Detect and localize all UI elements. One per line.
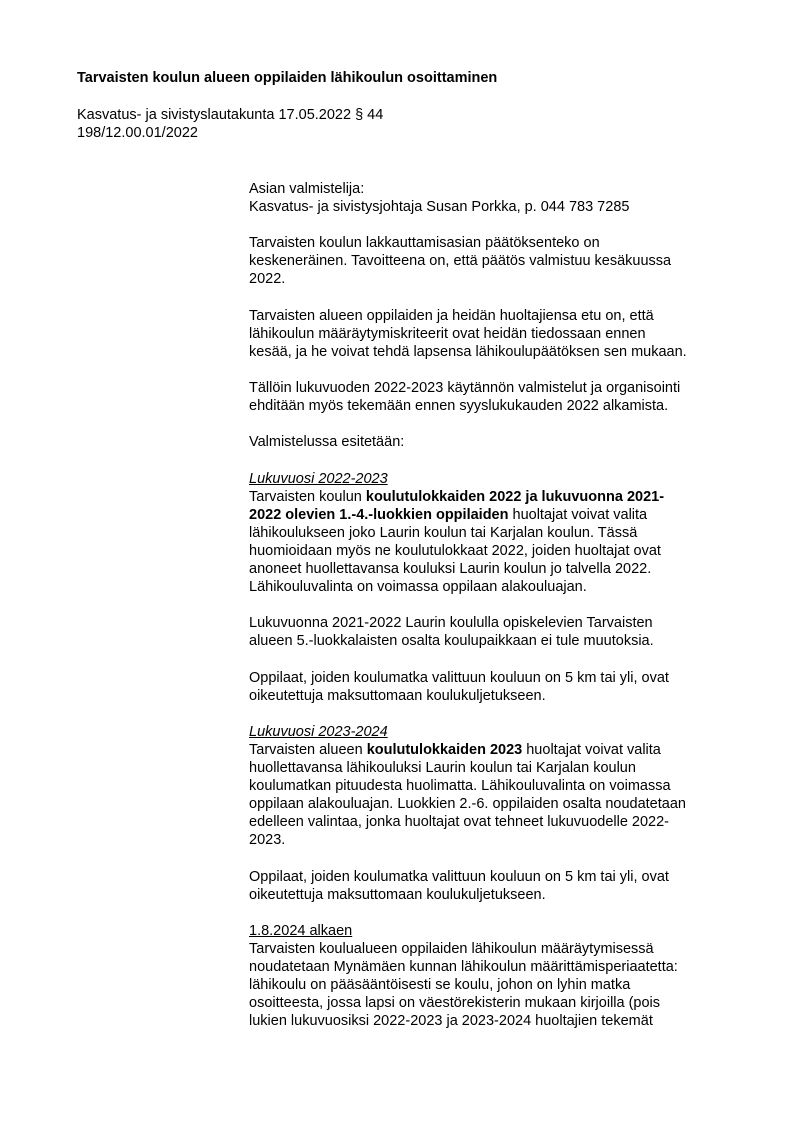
text-line: anoneet huollettavansa kouluksi Laurin koulun jo talvella 2022. — [249, 560, 652, 577]
text-line: 2022 olevien 1.-4.-luokkien oppilaiden huoltajat voivat valita — [249, 506, 648, 523]
text-line: lähikoulukseen joko Laurin koulun tai Karjalan koulun. Tässä — [249, 524, 638, 541]
section-heading-2023: Lukuvuosi 2023-2024 — [249, 723, 388, 740]
text-line: Lähikouluvalinta on voimassa oppilaan alakouluajan. — [249, 579, 587, 596]
text-line: Tarvaisten alueen koulutulokkaiden 2023 huoltajat voivat valita — [249, 741, 661, 758]
text-line: 2022. — [249, 271, 286, 288]
paragraph-2 — [249, 307, 749, 361]
section-heading-2024: 1.8.2024 alkaen — [249, 922, 353, 939]
section-heading-2022: Lukuvuosi 2022-2023 — [249, 470, 388, 487]
preparer-label: Asian valmistelija: — [249, 181, 365, 197]
text-line: koulumatkan pituudesta huolimatta. Lähikouluvalinta on voimassa — [249, 778, 671, 795]
text-line: huollettavansa lähikouluksi Laurin koulun tai Karjalan koulun — [249, 760, 636, 776]
text-line: Tarvaisten koulun koulutulokkaiden 2022 ja lukuvuonna 2021- — [249, 488, 665, 505]
text-line: alueen 5.-luokkalaisten osalta koulupaikkaan ei tule muutoksia. — [249, 633, 654, 650]
text-line: Tarvaisten koulualueen oppilaiden lähikoulun määräytymisessä — [249, 940, 654, 957]
text-line: kesää, ja he voivat tehdä lapsensa lähikoulupäätöksen sen mukaan. — [249, 343, 687, 360]
text-line: Oppilaat, joiden koulumatka valittuun kouluun on 5 km tai yli, ovat — [249, 868, 669, 885]
text-line: 2023. — [249, 832, 286, 849]
text-line: oikeutettuja maksuttomaan koulukuljetukseen. — [249, 886, 546, 903]
section-2022-2023 — [249, 470, 749, 705]
text-line: keskeneräinen. Tavoitteena on, että päätös valmistuu kesäkuussa — [249, 253, 672, 270]
paragraph-1 — [249, 234, 749, 288]
record-number: 198/12.00.01/2022 — [77, 125, 198, 141]
document-body — [249, 180, 749, 1030]
text-line: ehditään myös tekemään ennen syyslukukauden 2022 alkamista. — [249, 398, 669, 415]
preparer-name: Kasvatus- ja sivistysjohtaja Susan Porkka, p. 044 783 7285 — [249, 199, 630, 216]
text-line: Tarvaisten koulun lakkauttamisasian päätöksenteko on — [249, 235, 600, 252]
text-line: lukien lukuvuosiksi 2022-2023 ja 2023-2024 huoltajien tekemät — [249, 1013, 653, 1030]
meeting-info — [77, 106, 383, 142]
document-title: Tarvaisten koulun alueen oppilaiden lähikoulun osoittaminen — [77, 70, 498, 86]
proposal-intro: Valmistelussa esitetään: — [249, 434, 405, 451]
text-line: huomioidaan myös ne koulutulokkaat 2022, joiden huoltajat ovat — [249, 542, 661, 559]
section-2023-2024 — [249, 723, 749, 904]
text-line: oppilaan alakouluajan. Luokkien 2.-6. oppilaiden osalta noudatetaan — [249, 796, 686, 813]
text-line: oikeutettuja maksuttomaan koulukuljetukseen. — [249, 687, 546, 704]
section-from-2024 — [249, 922, 749, 1031]
text-line: noudatetaan Mynämäen kunnan lähikoulun määrittämisperiaatetta: — [249, 959, 678, 976]
text-line: lähikoulun määräytymiskriteerit ovat heidän tiedossaan ennen — [249, 325, 646, 342]
meeting-line: Kasvatus- ja sivistyslautakunta 17.05.2022 § 44 — [77, 107, 384, 123]
text-line: osoitteesta, jossa lapsi on väestörekisterin mukaan kirjoilla (pois — [249, 995, 661, 1012]
text-line: Oppilaat, joiden koulumatka valittuun kouluun on 5 km tai yli, ovat — [249, 669, 669, 686]
paragraph-3 — [249, 379, 749, 415]
text-line: Lukuvuonna 2021-2022 Laurin koululla opiskelevien Tarvaisten — [249, 615, 653, 632]
text-line: lähikoulu on pääsääntöisesti se koulu, johon on lyhin matka — [249, 977, 631, 994]
text-line: Tarvaisten alueen oppilaiden ja heidän huoltajiensa etu on, että — [249, 307, 654, 324]
text-line: Tällöin lukuvuoden 2022-2023 käytännön valmistelut ja organisointi — [249, 380, 681, 397]
text-line: edelleen valintaa, jonka huoltajat ovat tehneet lukuvuodelle 2022- — [249, 814, 670, 831]
